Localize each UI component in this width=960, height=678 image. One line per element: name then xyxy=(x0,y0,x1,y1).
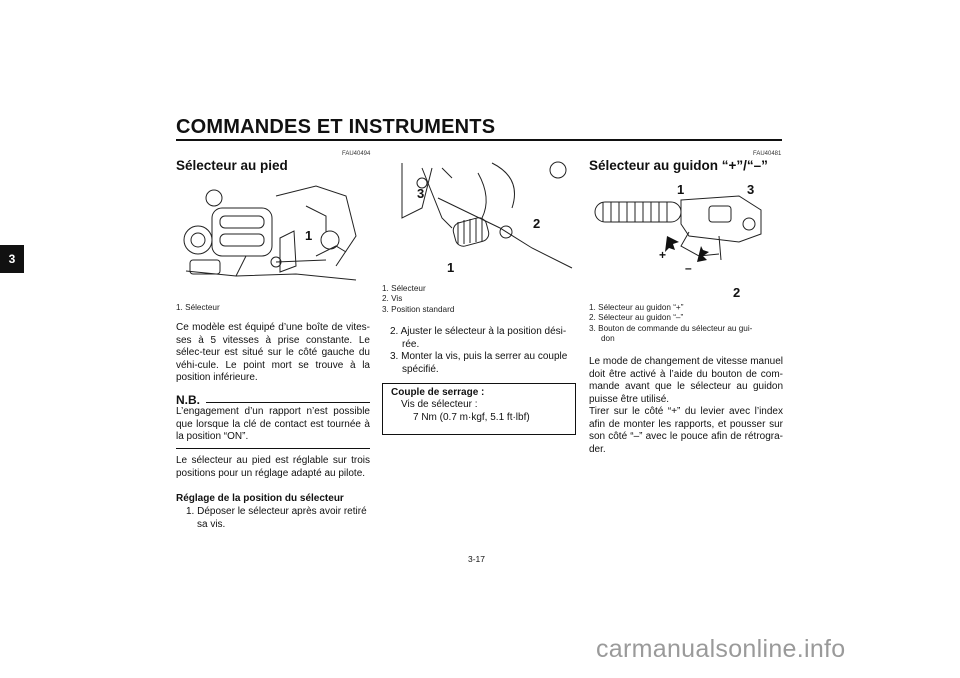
subheading-adjust: Réglage de la position du sélecteur xyxy=(176,493,344,504)
step-2-cont: rée. xyxy=(402,338,420,350)
caption-3: 3. Position standard xyxy=(382,304,455,314)
shifter-adjust-illustration xyxy=(382,158,578,277)
section-heading-foot-shifter: Sélecteur au pied xyxy=(176,158,288,173)
plus-mark: + xyxy=(659,248,667,262)
torque-title: Couple de serrage : xyxy=(391,387,485,398)
step-1: 1. Déposer le sélecteur après avoir retiré xyxy=(186,506,367,517)
fig-label-2: 2 xyxy=(533,216,541,231)
section-heading-handlebar-shifter: Sélecteur au guidon “+”/“–” xyxy=(589,158,768,173)
step-3: 3. Monter la vis, puis la serrer au couple xyxy=(390,351,568,363)
caption-3: 3. Bouton de commande du sélecteur au gui- xyxy=(589,323,753,333)
torque-item: Vis de sélecteur : xyxy=(401,399,478,411)
step-3-cont: spécifié. xyxy=(402,363,439,375)
figure-captions xyxy=(382,284,454,315)
adjust-paragraph: Le sélecteur au pied est réglable sur trois positions pour un réglage adapté au pilote. xyxy=(176,455,370,479)
watermark: carmanualsonline.info xyxy=(596,635,846,663)
fig-label-3: 3 xyxy=(417,186,425,201)
shifter-adjust-drawing xyxy=(382,158,578,277)
nb-text: L’engagement d’un rapport n’est possible que lorsque la clé de contact est tournée à la position “ON”. xyxy=(176,406,370,443)
intro-paragraph: Ce modèle est équipé d’une boîte de vites-ses à 5 vitesses à prise constante. Le sélec-teur est situé sur le côté gauche du véhi-cule. Le point mort se trouve à la position inférieure. xyxy=(176,322,370,384)
foot-shifter-drawing xyxy=(176,176,372,295)
handlebar-shifter-drawing xyxy=(589,176,785,295)
chapter-tab: 3 xyxy=(0,245,24,273)
torque-value: 7 Nm (0.7 m·kgf, 5.1 ft·lbf) xyxy=(413,411,530,423)
fig-label-1: 1 xyxy=(447,260,455,275)
section-code: FAU40494 xyxy=(342,151,371,157)
figure-caption: 1. Sélecteur xyxy=(176,303,220,312)
minus-mark: – xyxy=(685,261,692,275)
caption-3-cont: don xyxy=(601,333,615,343)
page-header-title: COMMANDES ET INSTRUMENTS xyxy=(176,116,496,138)
torque-box xyxy=(382,383,576,435)
fig-label-1: 1 xyxy=(677,182,685,197)
step-2: 2. Ajuster le sélecteur à la position dési- xyxy=(390,326,567,337)
nb-rule-top xyxy=(206,402,370,403)
fig-label-1: 1 xyxy=(305,228,313,243)
steps-2-3 xyxy=(390,326,567,376)
page-number: 3-17 xyxy=(468,554,486,564)
caption-1: 1. Sélecteur au guidon “+” xyxy=(589,303,684,312)
section-code: FAU40481 xyxy=(753,151,782,157)
nb-rule-bottom xyxy=(176,448,370,449)
header-rule xyxy=(176,139,782,141)
fig-label-3: 3 xyxy=(747,182,755,197)
shift-instructions-paragraph: Tirer sur le côté “+” du levier avec l’index afin de monter les rapports, et pousser sur son côté “–” avec le pouce afin de rétrogra-der. xyxy=(589,406,783,455)
caption-2: 2. Sélecteur au guidon “–” xyxy=(589,313,684,323)
nb-label: N.B. xyxy=(176,393,200,407)
figure-captions xyxy=(589,303,752,344)
caption-2: 2. Vis xyxy=(382,294,403,304)
manual-mode-paragraph: Le mode de changement de vitesse manuel doit être activé à l’aide du bouton de com-mande avant que le sélecteur au guidon puisse être utilisé. xyxy=(589,356,784,405)
fig-label-2: 2 xyxy=(733,285,741,300)
handlebar-shifter-illustration xyxy=(589,176,785,295)
foot-shifter-illustration xyxy=(176,176,372,295)
caption-1: 1. Sélecteur xyxy=(382,284,426,293)
step-1-cont: sa vis. xyxy=(197,519,226,530)
